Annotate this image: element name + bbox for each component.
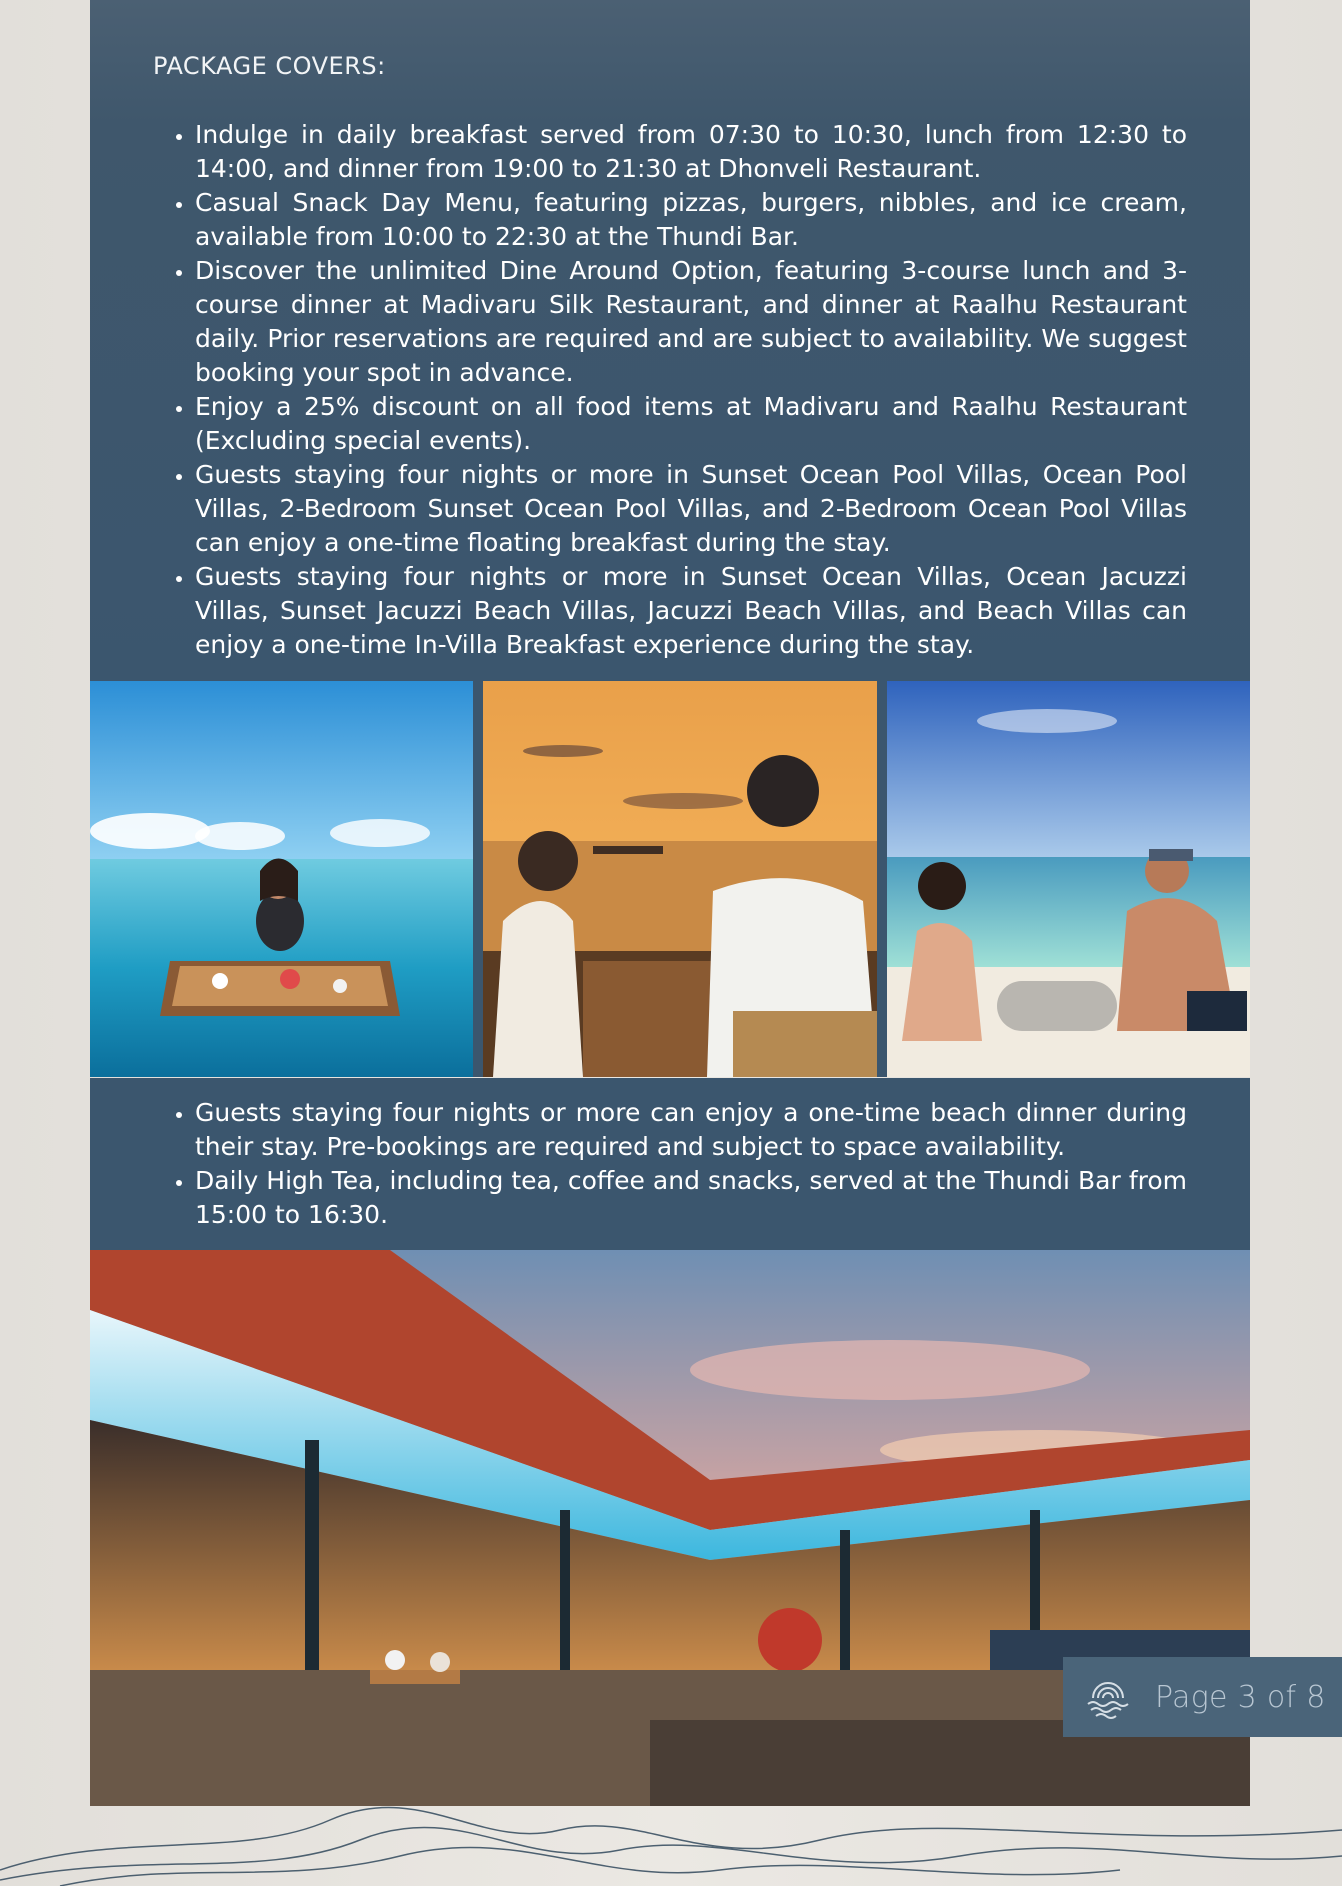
top-bullet-list bbox=[153, 118, 1187, 662]
bullet-item: • Guests staying four nights or more in Sunset Ocean Villas, Ocean Jacuzzi Villas, Sunset Jacuzzi Beach Villas, Jacuzzi Beach Villas, and Beach Villas can enjoy a one-time In-Villa Breakfast experience during the stay. bbox=[195, 560, 1187, 662]
bullet-item: • Discover the unlimited Dine Around Option, featuring 3-course lunch and 3-course dinner at Madivaru Silk Restaurant, and dinner at Raalhu Restaurant daily. Prior reservations are required and are subject to availability. We suggest booking your spot in advance. bbox=[195, 254, 1187, 390]
bullet-item: • Guests staying four nights or more can enjoy a one-time beach dinner during their stay. Pre-bookings are required and subject to space availability. bbox=[195, 1096, 1187, 1164]
page-number: Page 3 of 8 bbox=[1155, 1679, 1326, 1715]
floating-breakfast-photo bbox=[90, 681, 473, 1077]
bullet-item: • Casual Snack Day Menu, featuring pizzas, burgers, nibbles, and ice cream, available from 10:00 to 22:30 at the Thundi Bar. bbox=[195, 186, 1187, 254]
bullet-item: • Daily High Tea, including tea, coffee and snacks, served at the Thundi Bar from 15:00 to 16:30. bbox=[195, 1164, 1187, 1232]
photo-gap bbox=[473, 681, 483, 1077]
page-number-badge bbox=[1063, 1657, 1342, 1737]
wave-sun-logo-icon bbox=[1083, 1672, 1133, 1722]
beach-picnic-photo bbox=[887, 681, 1250, 1077]
photo-gap bbox=[877, 681, 887, 1077]
bullet-item: • Guests staying four nights or more in Sunset Ocean Pool Villas, Ocean Pool Villas, 2-Bedroom Sunset Ocean Pool Villas, and 2-Bedroom Ocean Pool Villas can enjoy a one-time floating breakfast during the stay. bbox=[195, 458, 1187, 560]
section-heading: PACKAGE COVERS: bbox=[153, 52, 386, 80]
package-covers-panel bbox=[90, 0, 1250, 681]
mid-bullet-list bbox=[153, 1096, 1187, 1232]
bullet-item: • Enjoy a 25% discount on all food items at Madivaru and Raalhu Restaurant (Excluding special events). bbox=[195, 390, 1187, 458]
sunset-dinner-photo bbox=[483, 681, 877, 1077]
bullet-item: • Indulge in daily breakfast served from 07:30 to 10:30, lunch from 12:30 to 14:00, and dinner from 19:00 to 21:30 at Dhonveli Restaurant. bbox=[195, 118, 1187, 186]
additional-benefits-panel bbox=[90, 1078, 1250, 1250]
decorative-wave-lines bbox=[0, 1760, 1342, 1886]
